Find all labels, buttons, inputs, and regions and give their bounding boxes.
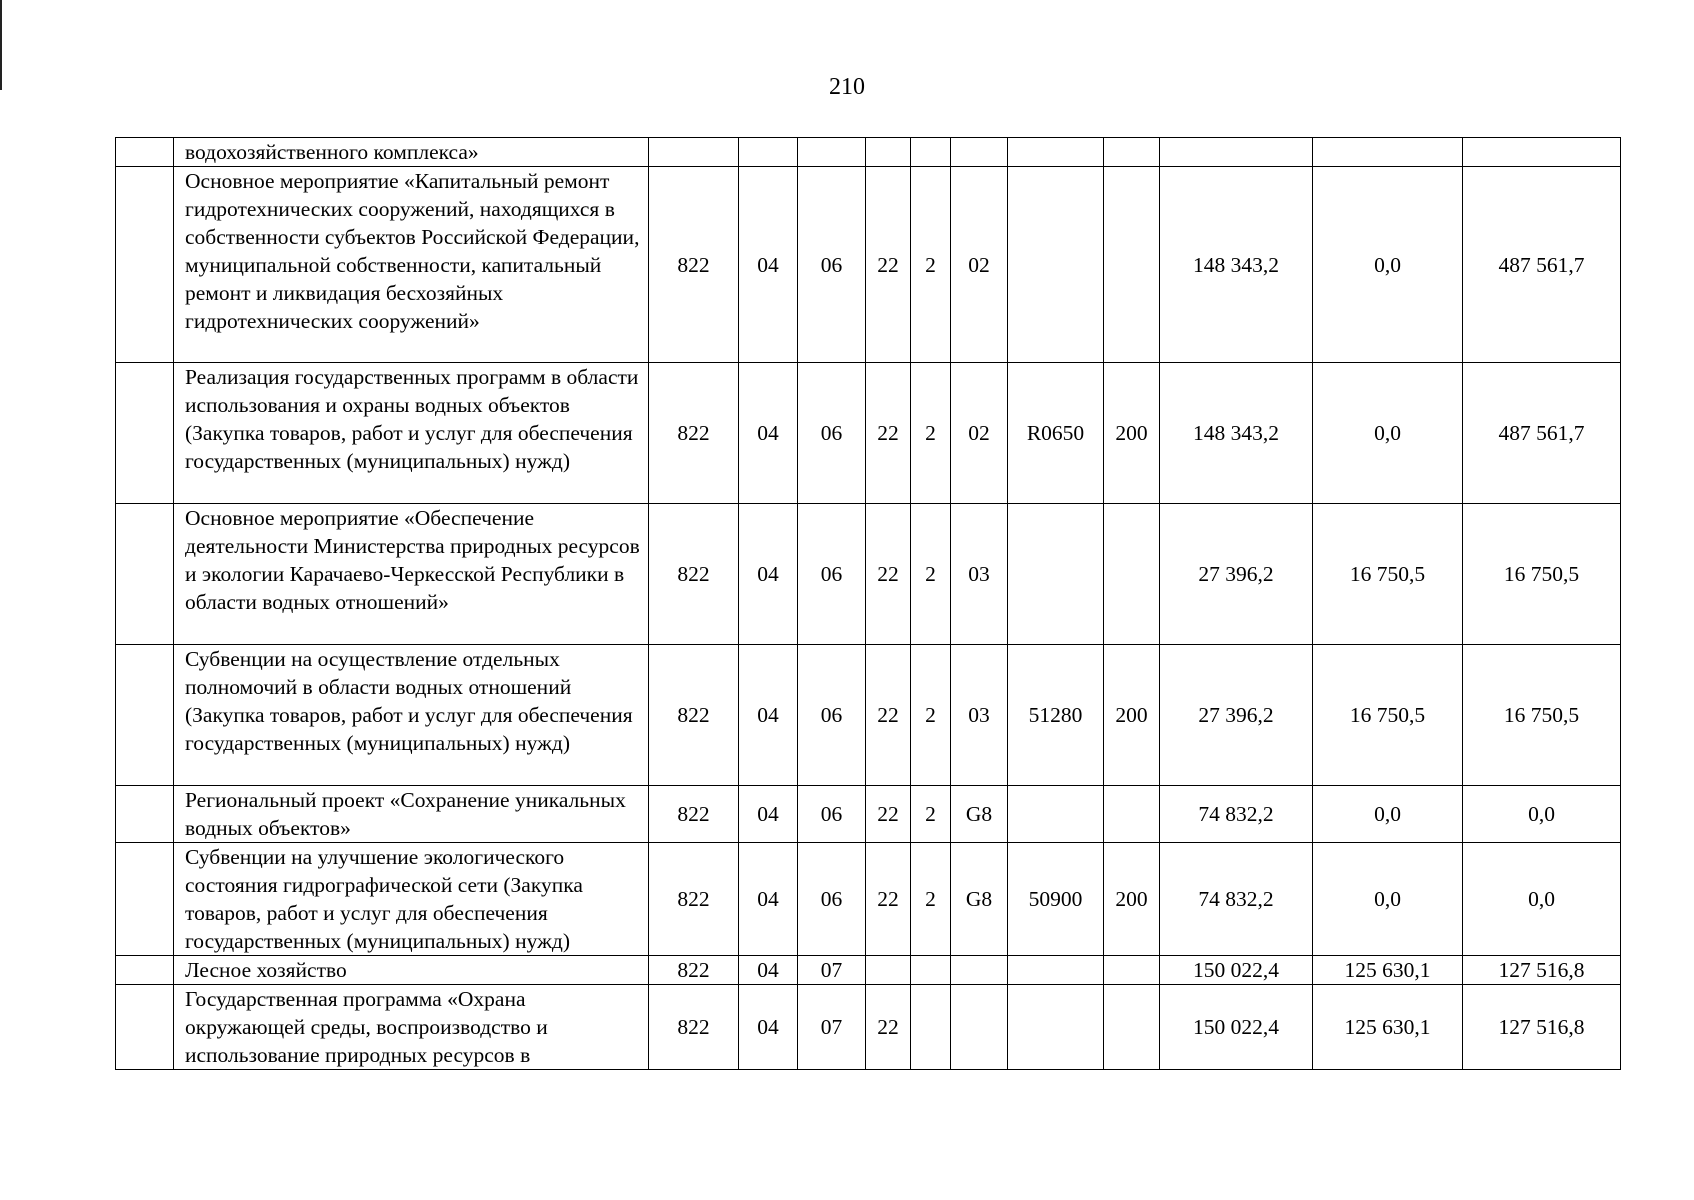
budget-table-body [116,138,1621,1070]
amount-year-3-cell: 16 750,5 [1463,645,1621,786]
event-code-cell [951,956,1008,985]
amount-year-1-cell: 27 396,2 [1160,645,1313,786]
amount-year-2-cell: 0,0 [1313,363,1463,504]
row-number-cell [116,645,174,786]
amount-year-1-cell: 148 343,2 [1160,167,1313,363]
expense-type-cell [1104,786,1160,843]
expense-type-cell [1104,956,1160,985]
amount-year-2-cell: 125 630,1 [1313,985,1463,1070]
amount-year-3-cell: 127 516,8 [1463,956,1621,985]
ministry-code-cell: 822 [649,786,739,843]
event-code-cell: 03 [951,504,1008,645]
ministry-code-cell: 822 [649,956,739,985]
amount-year-3-cell: 127 516,8 [1463,985,1621,1070]
row-number-cell [116,138,174,167]
subprogram-code-cell [911,956,951,985]
table-row [116,167,1621,363]
expense-name-cell: водохозяйственного комплекса» [174,138,649,167]
amount-year-2-cell: 0,0 [1313,167,1463,363]
amount-year-2-cell: 16 750,5 [1313,504,1463,645]
amount-year-3-cell: 487 561,7 [1463,363,1621,504]
section-code-cell: 04 [739,985,798,1070]
table-row [116,843,1621,956]
program-code-cell: 22 [866,504,911,645]
subprogram-code-cell: 2 [911,504,951,645]
ministry-code-cell: 822 [649,363,739,504]
amount-year-1-cell: 150 022,4 [1160,956,1313,985]
program-code-cell: 22 [866,645,911,786]
expense-direction-cell: R0650 [1008,363,1104,504]
row-number-cell [116,985,174,1070]
event-code-cell [951,138,1008,167]
amount-year-3-cell: 0,0 [1463,843,1621,956]
expense-type-cell [1104,504,1160,645]
table-row [116,138,1621,167]
table-row [116,363,1621,504]
ministry-code-cell: 822 [649,645,739,786]
expense-direction-cell [1008,786,1104,843]
subsection-code-cell: 07 [798,985,866,1070]
expense-name-cell: Субвенции на улучшение экологического состояния гидрографической сети (Закупка товаров, работ и услуг для обеспечения государственных (муниципальных) нужд) [174,843,649,956]
event-code-cell: 02 [951,167,1008,363]
section-code-cell: 04 [739,363,798,504]
table-row [116,956,1621,985]
ministry-code-cell: 822 [649,985,739,1070]
program-code-cell: 22 [866,786,911,843]
amount-year-3-cell: 0,0 [1463,786,1621,843]
program-code-cell [866,956,911,985]
amount-year-2-cell: 125 630,1 [1313,956,1463,985]
section-code-cell: 04 [739,504,798,645]
amount-year-3-cell [1463,138,1621,167]
subprogram-code-cell: 2 [911,843,951,956]
table-row [116,786,1621,843]
ministry-code-cell: 822 [649,504,739,645]
expense-type-cell [1104,985,1160,1070]
expense-direction-cell [1008,504,1104,645]
event-code-cell: 02 [951,363,1008,504]
subsection-code-cell: 06 [798,786,866,843]
expense-direction-cell: 50900 [1008,843,1104,956]
subsection-code-cell: 06 [798,645,866,786]
section-code-cell: 04 [739,956,798,985]
section-code-cell: 04 [739,786,798,843]
section-code-cell: 04 [739,167,798,363]
program-code-cell [866,138,911,167]
amount-year-2-cell: 0,0 [1313,843,1463,956]
amount-year-1-cell: 148 343,2 [1160,363,1313,504]
amount-year-1-cell: 150 022,4 [1160,985,1313,1070]
budget-table [115,137,1621,1070]
amount-year-3-cell: 487 561,7 [1463,167,1621,363]
subsection-code-cell: 06 [798,363,866,504]
amount-year-1-cell: 27 396,2 [1160,504,1313,645]
event-code-cell: G8 [951,843,1008,956]
amount-year-1-cell [1160,138,1313,167]
expense-type-cell: 200 [1104,363,1160,504]
subprogram-code-cell: 2 [911,167,951,363]
ministry-code-cell: 822 [649,843,739,956]
table-row [116,504,1621,645]
row-number-cell [116,167,174,363]
expense-direction-cell [1008,138,1104,167]
subsection-code-cell: 06 [798,504,866,645]
section-code-cell [739,138,798,167]
expense-name-cell: Основное мероприятие «Капитальный ремонт гидротехнических сооружений, находящихся в собственности субъектов Российской Федерации, муниципальной собственности, капитальный ремонт и ликвидация бесхозяйных гидротехнических сооружений» [174,167,649,363]
amount-year-3-cell: 16 750,5 [1463,504,1621,645]
row-number-cell [116,956,174,985]
section-code-cell: 04 [739,645,798,786]
expense-direction-cell: 51280 [1008,645,1104,786]
row-number-cell [116,363,174,504]
expense-name-cell: Лесное хозяйство [174,956,649,985]
row-number-cell [116,504,174,645]
event-code-cell: G8 [951,786,1008,843]
section-code-cell: 04 [739,843,798,956]
table-row [116,985,1621,1070]
event-code-cell: 03 [951,645,1008,786]
expense-name-cell: Основное мероприятие «Обеспечение деятельности Министерства природных ресурсов и экологии Карачаево-Черкесской Республики в области водных отношений» [174,504,649,645]
table-row [116,645,1621,786]
amount-year-1-cell: 74 832,2 [1160,786,1313,843]
amount-year-2-cell [1313,138,1463,167]
expense-direction-cell [1008,956,1104,985]
expense-direction-cell [1008,985,1104,1070]
expense-name-cell: Реализация государственных программ в области использования и охраны водных объектов (Закупка товаров, работ и услуг для обеспечения государственных (муниципальных) нужд) [174,363,649,504]
row-number-cell [116,843,174,956]
program-code-cell: 22 [866,985,911,1070]
expense-name-cell: Региональный проект «Сохранение уникальных водных объектов» [174,786,649,843]
ministry-code-cell: 822 [649,167,739,363]
subsection-code-cell [798,138,866,167]
amount-year-2-cell: 16 750,5 [1313,645,1463,786]
amount-year-1-cell: 74 832,2 [1160,843,1313,956]
row-number-cell [116,786,174,843]
expense-type-cell [1104,167,1160,363]
subsection-code-cell: 07 [798,956,866,985]
event-code-cell [951,985,1008,1070]
expense-type-cell: 200 [1104,843,1160,956]
expense-name-cell: Государственная программа «Охрана окружающей среды, воспроизводство и использование природных ресурсов в [174,985,649,1070]
page-number: 210 [829,74,865,100]
subprogram-code-cell [911,985,951,1070]
ministry-code-cell [649,138,739,167]
expense-name-cell: Субвенции на осуществление отдельных полномочий в области водных отношений (Закупка товаров, работ и услуг для обеспечения государственных (муниципальных) нужд) [174,645,649,786]
subprogram-code-cell: 2 [911,786,951,843]
amount-year-2-cell: 0,0 [1313,786,1463,843]
expense-direction-cell [1008,167,1104,363]
program-code-cell: 22 [866,363,911,504]
program-code-cell: 22 [866,843,911,956]
subprogram-code-cell [911,138,951,167]
subsection-code-cell: 06 [798,167,866,363]
subprogram-code-cell: 2 [911,363,951,504]
expense-type-cell: 200 [1104,645,1160,786]
program-code-cell: 22 [866,167,911,363]
subsection-code-cell: 06 [798,843,866,956]
subprogram-code-cell: 2 [911,645,951,786]
expense-type-cell [1104,138,1160,167]
